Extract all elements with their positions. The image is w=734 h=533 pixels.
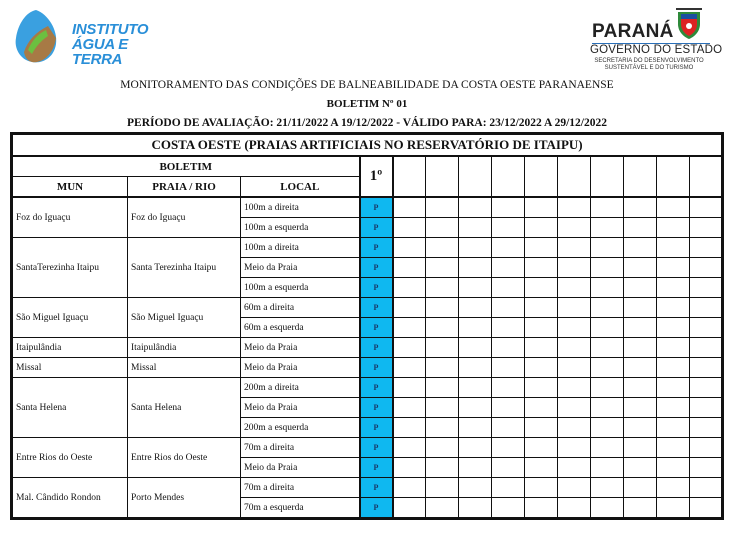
cell-empty bbox=[690, 358, 723, 378]
cell-empty bbox=[393, 378, 426, 398]
cell-beach: Santa Terezinha Itaipu bbox=[128, 238, 241, 298]
cell-empty bbox=[624, 238, 657, 258]
cell-empty bbox=[426, 218, 459, 238]
cell-empty bbox=[426, 278, 459, 298]
cell-status: P bbox=[360, 197, 393, 218]
cell-empty bbox=[459, 278, 492, 298]
secretariat bbox=[584, 58, 714, 72]
cell-empty bbox=[525, 458, 558, 478]
cell-empty bbox=[657, 197, 690, 218]
column-header-empty bbox=[393, 156, 426, 197]
cell-empty bbox=[558, 238, 591, 258]
cell-empty bbox=[492, 258, 525, 278]
column-header-empty bbox=[558, 156, 591, 197]
cell-empty bbox=[393, 278, 426, 298]
cell-empty bbox=[525, 498, 558, 519]
cell-empty bbox=[690, 318, 723, 338]
cell-empty bbox=[558, 318, 591, 338]
cell-empty bbox=[690, 378, 723, 398]
cell-status: P bbox=[360, 458, 393, 478]
table-row bbox=[12, 338, 723, 358]
cell-empty bbox=[591, 278, 624, 298]
cell-empty bbox=[558, 398, 591, 418]
cell-empty bbox=[690, 278, 723, 298]
cell-empty bbox=[624, 318, 657, 338]
table-row bbox=[12, 478, 723, 498]
cell-empty bbox=[591, 258, 624, 278]
cell-location: 60m a direita bbox=[241, 298, 360, 318]
cell-status: P bbox=[360, 258, 393, 278]
column-header-empty bbox=[690, 156, 723, 197]
table-row bbox=[12, 358, 723, 378]
cell-empty bbox=[591, 478, 624, 498]
cell-status: P bbox=[360, 418, 393, 438]
cell-empty bbox=[393, 258, 426, 278]
cell-empty bbox=[492, 438, 525, 458]
cell-municipality: Entre Rios do Oeste bbox=[12, 438, 128, 478]
cell-beach: Entre Rios do Oeste bbox=[128, 438, 241, 478]
parana-wordmark: PARANÁ bbox=[592, 21, 674, 42]
cell-empty bbox=[492, 418, 525, 438]
cell-empty bbox=[591, 197, 624, 218]
cell-empty bbox=[591, 318, 624, 338]
cell-empty bbox=[492, 218, 525, 238]
cell-empty bbox=[525, 478, 558, 498]
cell-empty bbox=[690, 438, 723, 458]
cell-empty bbox=[393, 298, 426, 318]
cell-empty bbox=[657, 298, 690, 318]
cell-empty bbox=[690, 398, 723, 418]
cell-empty bbox=[525, 398, 558, 418]
cell-empty bbox=[525, 418, 558, 438]
cell-empty bbox=[525, 358, 558, 378]
cell-empty bbox=[591, 298, 624, 318]
cell-empty bbox=[426, 358, 459, 378]
cell-empty bbox=[426, 478, 459, 498]
logo-line-2: ÁGUA E TERRA bbox=[72, 36, 128, 68]
cell-empty bbox=[459, 478, 492, 498]
cell-empty bbox=[393, 238, 426, 258]
cell-status: P bbox=[360, 278, 393, 298]
cell-empty bbox=[657, 438, 690, 458]
cell-empty bbox=[657, 458, 690, 478]
cell-empty bbox=[492, 197, 525, 218]
cell-empty bbox=[624, 378, 657, 398]
cell-empty bbox=[525, 258, 558, 278]
cell-empty bbox=[426, 438, 459, 458]
water-earth-logo-icon bbox=[14, 8, 58, 64]
cell-beach: Santa Helena bbox=[128, 378, 241, 438]
cell-empty bbox=[657, 478, 690, 498]
cell-empty bbox=[558, 378, 591, 398]
cell-location: Meio da Praia bbox=[241, 458, 360, 478]
cell-empty bbox=[426, 458, 459, 478]
cell-empty bbox=[459, 318, 492, 338]
column-header-empty bbox=[591, 156, 624, 197]
cell-beach: Porto Mendes bbox=[128, 478, 241, 519]
cell-empty bbox=[591, 498, 624, 519]
cell-empty bbox=[492, 238, 525, 258]
cell-empty bbox=[624, 258, 657, 278]
cell-empty bbox=[690, 418, 723, 438]
cell-location: Meio da Praia bbox=[241, 358, 360, 378]
secretariat-line-2: SUSTENTÁVEL E DO TURISMO bbox=[604, 65, 694, 71]
cell-empty bbox=[657, 498, 690, 519]
cell-empty bbox=[525, 218, 558, 238]
column-header-1st: 1º bbox=[360, 156, 393, 197]
cell-location: 70m a esquerda bbox=[241, 498, 360, 519]
cell-empty bbox=[393, 458, 426, 478]
logo-line-1: INSTITUTO bbox=[72, 21, 149, 38]
cell-empty bbox=[558, 478, 591, 498]
cell-municipality: Itaipulândia bbox=[12, 338, 128, 358]
cell-empty bbox=[393, 197, 426, 218]
column-header-empty bbox=[624, 156, 657, 197]
cell-empty bbox=[459, 438, 492, 458]
column-header-empty bbox=[426, 156, 459, 197]
cell-empty bbox=[690, 458, 723, 478]
cell-status: P bbox=[360, 298, 393, 318]
cell-empty bbox=[624, 358, 657, 378]
cell-empty bbox=[393, 398, 426, 418]
cell-municipality: Foz do Iguaçu bbox=[12, 197, 128, 238]
cell-beach: Missal bbox=[128, 358, 241, 378]
cell-empty bbox=[591, 378, 624, 398]
secretariat-line-1: SECRETARIA DO DESENVOLVIMENTO bbox=[594, 58, 704, 64]
cell-empty bbox=[591, 358, 624, 378]
cell-empty bbox=[690, 298, 723, 318]
cell-empty bbox=[426, 258, 459, 278]
cell-empty bbox=[657, 338, 690, 358]
table-row bbox=[12, 238, 723, 258]
column-header-praia: PRAIA / RIO bbox=[128, 177, 241, 198]
cell-empty bbox=[492, 398, 525, 418]
bulletin-number: BOLETIM Nº 01 bbox=[326, 98, 408, 110]
column-header-mun: MUN bbox=[12, 177, 128, 198]
parana-crest-icon bbox=[672, 4, 706, 40]
cell-empty bbox=[624, 458, 657, 478]
cell-empty bbox=[492, 298, 525, 318]
cell-beach: Foz do Iguaçu bbox=[128, 197, 241, 238]
cell-empty bbox=[690, 498, 723, 519]
cell-empty bbox=[624, 438, 657, 458]
cell-empty bbox=[657, 398, 690, 418]
cell-municipality: Missal bbox=[12, 358, 128, 378]
cell-empty bbox=[591, 338, 624, 358]
cell-empty bbox=[558, 458, 591, 478]
cell-empty bbox=[393, 498, 426, 519]
cell-empty bbox=[492, 278, 525, 298]
cell-status: P bbox=[360, 478, 393, 498]
cell-empty bbox=[558, 258, 591, 278]
cell-empty bbox=[459, 418, 492, 438]
cell-empty bbox=[393, 478, 426, 498]
cell-empty bbox=[657, 278, 690, 298]
cell-empty bbox=[492, 318, 525, 338]
cell-empty bbox=[492, 478, 525, 498]
column-header-empty bbox=[657, 156, 690, 197]
cell-empty bbox=[492, 498, 525, 519]
cell-empty bbox=[426, 238, 459, 258]
cell-beach: Itaipulândia bbox=[128, 338, 241, 358]
column-header-empty bbox=[459, 156, 492, 197]
cell-empty bbox=[690, 258, 723, 278]
cell-status: P bbox=[360, 338, 393, 358]
cell-empty bbox=[393, 318, 426, 338]
cell-empty bbox=[558, 418, 591, 438]
report-title: MONITORAMENTO DAS CONDIÇÕES DE BALNEABILIDADE DA COSTA OESTE PARANAENSE bbox=[120, 79, 614, 91]
cell-empty bbox=[459, 398, 492, 418]
cell-location: 70m a direita bbox=[241, 438, 360, 458]
cell-empty bbox=[657, 358, 690, 378]
cell-empty bbox=[393, 218, 426, 238]
cell-empty bbox=[426, 318, 459, 338]
cell-empty bbox=[426, 498, 459, 519]
column-header-empty bbox=[525, 156, 558, 197]
cell-status: P bbox=[360, 498, 393, 519]
cell-location: Meio da Praia bbox=[241, 258, 360, 278]
cell-empty bbox=[624, 398, 657, 418]
cell-empty bbox=[492, 378, 525, 398]
cell-empty bbox=[624, 197, 657, 218]
cell-location: 100m a direita bbox=[241, 197, 360, 218]
cell-municipality: Mal. Cândido Rondon bbox=[12, 478, 128, 519]
cell-empty bbox=[525, 238, 558, 258]
cell-location: Meio da Praia bbox=[241, 398, 360, 418]
table-title: COSTA OESTE (PRAIAS ARTIFICIAIS NO RESERVATÓRIO DE ITAIPU) bbox=[12, 134, 723, 157]
cell-empty bbox=[459, 498, 492, 519]
instituto-agua-e-terra-logo bbox=[14, 8, 149, 68]
cell-empty bbox=[558, 338, 591, 358]
cell-empty bbox=[558, 197, 591, 218]
cell-empty bbox=[492, 338, 525, 358]
cell-empty bbox=[624, 338, 657, 358]
cell-empty bbox=[525, 318, 558, 338]
balneability-table bbox=[10, 132, 724, 520]
cell-location: 100m a direita bbox=[241, 238, 360, 258]
table-row bbox=[12, 197, 723, 218]
cell-empty bbox=[657, 258, 690, 278]
cell-empty bbox=[624, 218, 657, 238]
cell-empty bbox=[393, 338, 426, 358]
cell-empty bbox=[558, 498, 591, 519]
cell-empty bbox=[492, 458, 525, 478]
column-header-empty bbox=[492, 156, 525, 197]
cell-municipality: Santa Helena bbox=[12, 378, 128, 438]
cell-empty bbox=[459, 238, 492, 258]
cell-empty bbox=[690, 218, 723, 238]
cell-empty bbox=[657, 238, 690, 258]
cell-empty bbox=[591, 398, 624, 418]
cell-empty bbox=[426, 338, 459, 358]
cell-status: P bbox=[360, 358, 393, 378]
cell-empty bbox=[459, 197, 492, 218]
cell-empty bbox=[591, 218, 624, 238]
cell-empty bbox=[591, 238, 624, 258]
cell-empty bbox=[426, 298, 459, 318]
parana-government-logo bbox=[584, 4, 724, 70]
cell-empty bbox=[657, 418, 690, 438]
cell-status: P bbox=[360, 218, 393, 238]
table-row bbox=[12, 438, 723, 458]
cell-empty bbox=[459, 358, 492, 378]
cell-status: P bbox=[360, 238, 393, 258]
evaluation-period: PERÍODO DE AVALIAÇÃO: 21/11/2022 A 19/12/2022 - VÁLIDO PARA: 23/12/2022 A 29/12/2022 bbox=[127, 117, 607, 129]
cell-empty bbox=[426, 398, 459, 418]
cell-empty bbox=[393, 438, 426, 458]
cell-location: 60m a esquerda bbox=[241, 318, 360, 338]
cell-empty bbox=[525, 278, 558, 298]
cell-empty bbox=[690, 238, 723, 258]
cell-empty bbox=[657, 318, 690, 338]
cell-empty bbox=[624, 278, 657, 298]
table-row bbox=[12, 378, 723, 398]
cell-empty bbox=[624, 478, 657, 498]
cell-empty bbox=[558, 358, 591, 378]
cell-empty bbox=[525, 197, 558, 218]
cell-empty bbox=[525, 338, 558, 358]
column-header-local: LOCAL bbox=[241, 177, 360, 198]
cell-empty bbox=[459, 298, 492, 318]
cell-status: P bbox=[360, 438, 393, 458]
cell-empty bbox=[459, 258, 492, 278]
governo-do-estado: GOVERNO DO ESTADO bbox=[590, 44, 723, 56]
cell-location: Meio da Praia bbox=[241, 338, 360, 358]
cell-empty bbox=[558, 218, 591, 238]
cell-empty bbox=[558, 298, 591, 318]
cell-empty bbox=[558, 278, 591, 298]
cell-empty bbox=[558, 438, 591, 458]
cell-empty bbox=[657, 218, 690, 238]
cell-empty bbox=[624, 498, 657, 519]
cell-empty bbox=[492, 358, 525, 378]
cell-status: P bbox=[360, 318, 393, 338]
cell-empty bbox=[459, 378, 492, 398]
cell-empty bbox=[525, 438, 558, 458]
cell-empty bbox=[657, 378, 690, 398]
cell-location: 200m a esquerda bbox=[241, 418, 360, 438]
cell-empty bbox=[624, 418, 657, 438]
cell-empty bbox=[591, 438, 624, 458]
cell-location: 70m a direita bbox=[241, 478, 360, 498]
cell-location: 100m a esquerda bbox=[241, 278, 360, 298]
cell-empty bbox=[525, 378, 558, 398]
cell-empty bbox=[591, 418, 624, 438]
cell-empty bbox=[624, 298, 657, 318]
cell-empty bbox=[393, 418, 426, 438]
cell-beach: São Miguel Iguaçu bbox=[128, 298, 241, 338]
cell-empty bbox=[459, 218, 492, 238]
cell-empty bbox=[459, 338, 492, 358]
cell-empty bbox=[459, 458, 492, 478]
cell-empty bbox=[690, 197, 723, 218]
cell-location: 200m a direita bbox=[241, 378, 360, 398]
cell-empty bbox=[393, 358, 426, 378]
table-row bbox=[12, 298, 723, 318]
cell-empty bbox=[426, 197, 459, 218]
group-header-boletim: BOLETIM bbox=[12, 156, 360, 177]
cell-municipality: São Miguel Iguaçu bbox=[12, 298, 128, 338]
cell-empty bbox=[525, 298, 558, 318]
cell-empty bbox=[426, 418, 459, 438]
cell-status: P bbox=[360, 378, 393, 398]
cell-municipality: SantaTerezinha Itaipu bbox=[12, 238, 128, 298]
cell-empty bbox=[690, 478, 723, 498]
cell-empty bbox=[591, 458, 624, 478]
cell-empty bbox=[690, 338, 723, 358]
cell-status: P bbox=[360, 398, 393, 418]
cell-location: 100m a esquerda bbox=[241, 218, 360, 238]
cell-empty bbox=[426, 378, 459, 398]
